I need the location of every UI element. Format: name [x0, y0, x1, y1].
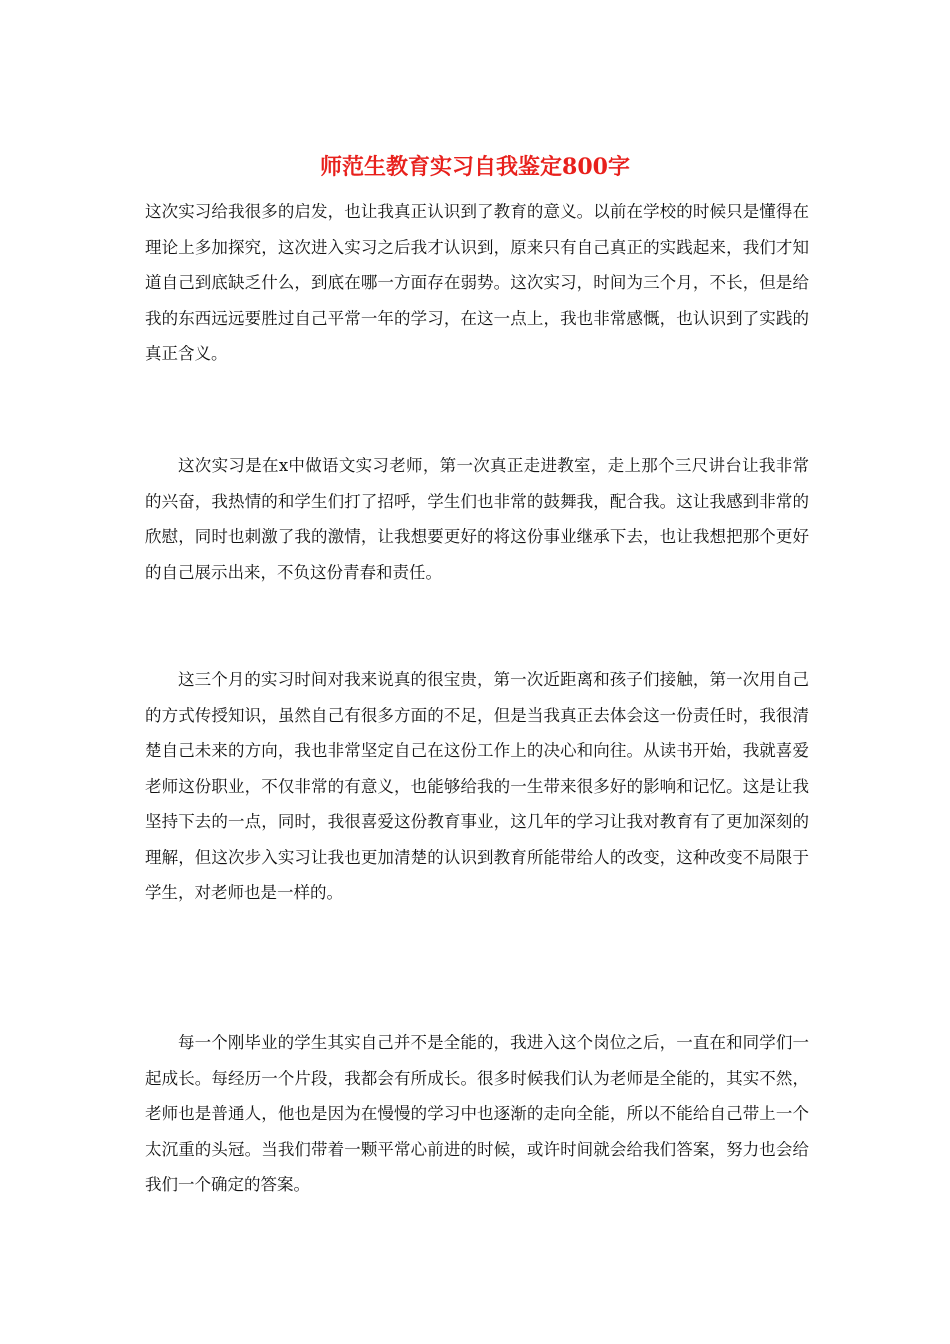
- paragraph-4: 每一个刚毕业的学生其实自己并不是全能的，我进入这个岗位之后，一直在和同学们一起成长。每经历一个片段，我都会有所成长。很多时候我们认为老师是全能的，其实不然，老师也是普通人，他也是因为在慢慢的学习中也逐渐的走向全能，所以不能给自己带上一个太沉重的头冠。当我们带着一颗平常心前进的时候，或许时间就会给我们答案，努力也会给我们一个确定的答案。: [145, 1033, 809, 1194]
- paragraph-3: 这三个月的实习时间对我来说真的很宝贵，第一次近距离和孩子们接触，第一次用自己的方式传授知识，虽然自己有很多方面的不足，但是当我真正去体会这一份责任时，我很清楚自己未来的方向，我也非常坚定自己在这份工作上的决心和向往。从读书开始，我就喜爱老师这份职业，不仅非常的有意义，也能够给我的一生带来很多好的影响和记忆。这是让我坚持下去的一点，同时，我很喜爱这份教育事业，这几年的学习让我对教育有了更加深刻的理解，但这次步入实习让我也更加清楚的认识到教育所能带给人的改变，这种改变不局限于学生，对老师也是一样的。: [145, 670, 809, 902]
- document-title: 师范生教育实习自我鉴定800字: [320, 154, 630, 180]
- paragraph-1: 这次实习给我很多的启发，也让我真正认识到了教育的意义。以前在学校的时候只是懂得在理论上多加探究，这次进入实习之后我才认识到，原来只有自己真正的实践起来，我们才知道自己到底缺乏什么，到底在哪一方面存在弱势。这次实习，时间为三个月，不长，但是给我的东西远远要胜过自己平常一年的学习，在这一点上，我也非常感慨，也认识到了实践的真正含义。: [145, 202, 809, 363]
- paragraph-2: 这次实习是在x中做语文实习老师，第一次真正走进教室，走上那个三尺讲台让我非常的兴奋，我热情的和学生们打了招呼，学生们也非常的鼓舞我，配合我。这让我感到非常的欣慰，同时也刺激了我的激情，让我想要更好的将这份事业继承下去，也让我想把那个更好的自己展示出来，不负这份青春和责任。: [145, 456, 809, 582]
